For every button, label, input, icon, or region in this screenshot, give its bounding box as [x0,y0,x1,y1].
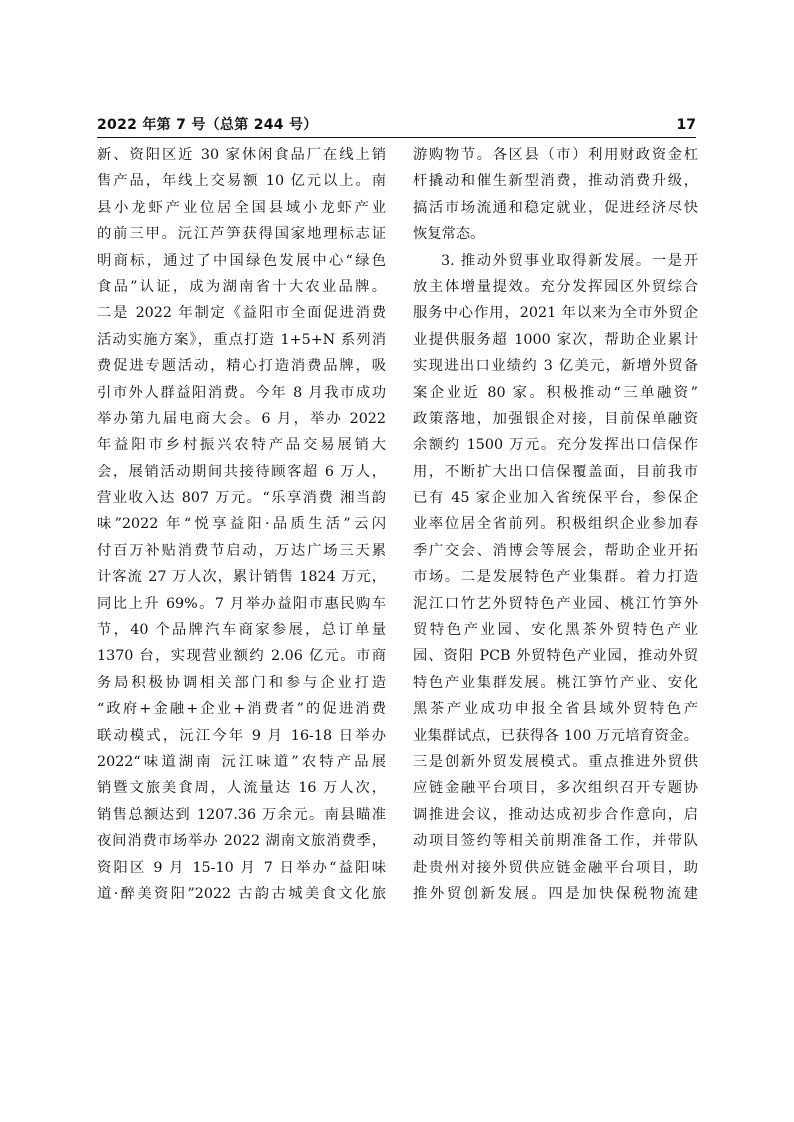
body-line: 服务中心作用，2021 年以来为全市外贸企 [413,305,698,322]
body-line: 销售总额达到 1207.36 万余元。南县瞄准 [97,806,386,823]
body-line: 泥江口竹艺外贸特色产业园、桃江竹笋外 [413,595,698,612]
body-line: 市场。二是发展特色产业集群。着力打造 [413,569,698,586]
section-heading-line: 3. 推动外贸事业取得新发展。一是开 [441,252,698,269]
body-line: 季广交会、消博会等展会，帮助企业开拓 [413,542,698,559]
body-line: 活动实施方案》，重点打造 1+5+N 系列消 [97,331,386,348]
body-line: 应链金融平台项目，多次组织召开专题协 [413,780,698,797]
body-line: 节，40 个品牌汽车商家参展，总订单量 [97,622,386,639]
body-line: 食品”认证，成为湖南省十大农业品牌。 [97,278,386,295]
body-line: 夜间消费市场举办 2022 湖南文旅消费季， [97,833,386,850]
body-line: 售产品，年线上交易额 10 亿元以上。南 [97,173,386,190]
body-line: 贸特色产业园、安化黑茶外贸特色产业 [413,622,698,639]
paragraph-end-line: 恢复常态。 [413,226,485,243]
right-column [413,142,698,907]
body-line: 实现进出口业绩约 3 亿美元，新增外贸备 [413,358,698,375]
body-line: 搞活市场流通和稳定就业，促进经济尽快 [413,199,698,216]
body-line: 1370 台，实现营业额约 2.06 亿元。市商 [97,648,386,665]
body-line: 联动模式，沅江今年 9 月 16-18 日举办 [97,727,386,744]
body-line: 县小龙虾产业位居全国县域小龙虾产业 [97,199,386,216]
body-line: 同比上升 69%。7 月举办益阳市惠民购车 [97,595,386,612]
body-line: 新、资阳区近 30 家休闲食品厂在线上销 [97,147,386,163]
body-line: 业提供服务超 1000 家次，帮助企业累计 [413,331,698,348]
body-line: 资阳区 9 月 15-10 月 7 日举办“益阳味 [97,859,386,876]
issue-label: 2022 年第 7 号（总第 244 号） [97,117,318,133]
page-header [97,116,696,138]
body-line: 黑茶产业成功申报全省县域外贸特色产 [413,701,698,718]
body-line: 务局积极协调相关部门和参与企业打造 [97,674,386,691]
body-line: 动项目签约等相关前期准备工作，并带队 [413,833,698,850]
body-line: 销暨文旅美食周，人流量达 16 万人次， [97,780,386,797]
body-line: 的前三甲。沅江芦笋获得国家地理标志证 [97,226,386,243]
body-line: 案企业近 80 家。积极推动“三单融资” [413,384,698,401]
header-divider [97,137,696,138]
body-line: 杆撬动和催生新型消费，推动消费升级， [413,173,698,190]
left-column [97,142,386,907]
body-line: 道·醉美资阳”2022 古韵古城美食文化旅 [97,885,386,902]
body-line: 余额约 1500 万元。充分发挥出口信保作 [413,437,698,454]
body-line: 举办第九届电商大会。6 月，举办 2022 [97,410,386,427]
body-line: 会，展销活动期间共接待顾客超 6 万人， [97,463,386,480]
body-line: 业率位居全省前列。积极组织企业参加春 [413,516,698,533]
body-line: 付百万补贴消费节启动，万达广场三天累 [97,542,386,559]
body-line: 三是创新外贸发展模式。重点推进外贸供 [413,753,698,770]
body-line: 计客流 27 万人次，累计销售 1824 万元， [97,569,386,586]
body-line: “政府+金融+企业+消费者”的促进消费 [97,701,386,718]
body-line: 二是 2022 年制定《益阳市全面促进消费 [97,305,386,322]
body-line: 味”2022 年“悦享益阳·品质生活”云闪 [97,516,386,533]
body-line: 赴贵州对接外贸供应链金融平台项目，助 [413,859,698,876]
body-line: 已有 45 家企业加入省统保平台，参保企 [413,490,698,507]
body-line: 业集群试点，已获得各 100 万元培育资金。 [413,727,698,744]
body-line: 园、资阳 PCB 外贸特色产业园，推动外贸 [413,648,698,665]
body-line: 2022“味道湖南 沅江味道”农特产品展 [97,753,386,770]
body-line: 明商标，通过了中国绿色发展中心“绿色 [97,252,386,269]
body-line: 政策落地，加强银企对接，目前保单融资 [413,410,698,427]
page-number: 17 [676,117,696,133]
body-line: 费促进专题活动，精心打造消费品牌，吸 [97,358,386,375]
body-line: 引市外人群益阳消费。今年 8 月我市成功 [97,384,386,401]
body-line: 放主体增量提效。充分发挥园区外贸综合 [413,278,698,295]
body-line: 用，不断扩大出口信保覆盖面，目前我市 [413,463,698,480]
body-line: 推外贸创新发展。四是加快保税物流建 [413,885,698,902]
body-line: 游购物节。各区县（市）利用财政资金杠 [413,147,698,163]
body-line: 年益阳市乡村振兴农特产品交易展销大 [97,437,386,454]
body-line: 营业收入达 807 万元。“乐享消费 湘当韵 [97,490,386,507]
body-line: 特色产业集群发展。桃江笋竹产业、安化 [413,674,698,691]
body-line: 调推进会议，推动达成初步合作意向，启 [413,806,698,823]
